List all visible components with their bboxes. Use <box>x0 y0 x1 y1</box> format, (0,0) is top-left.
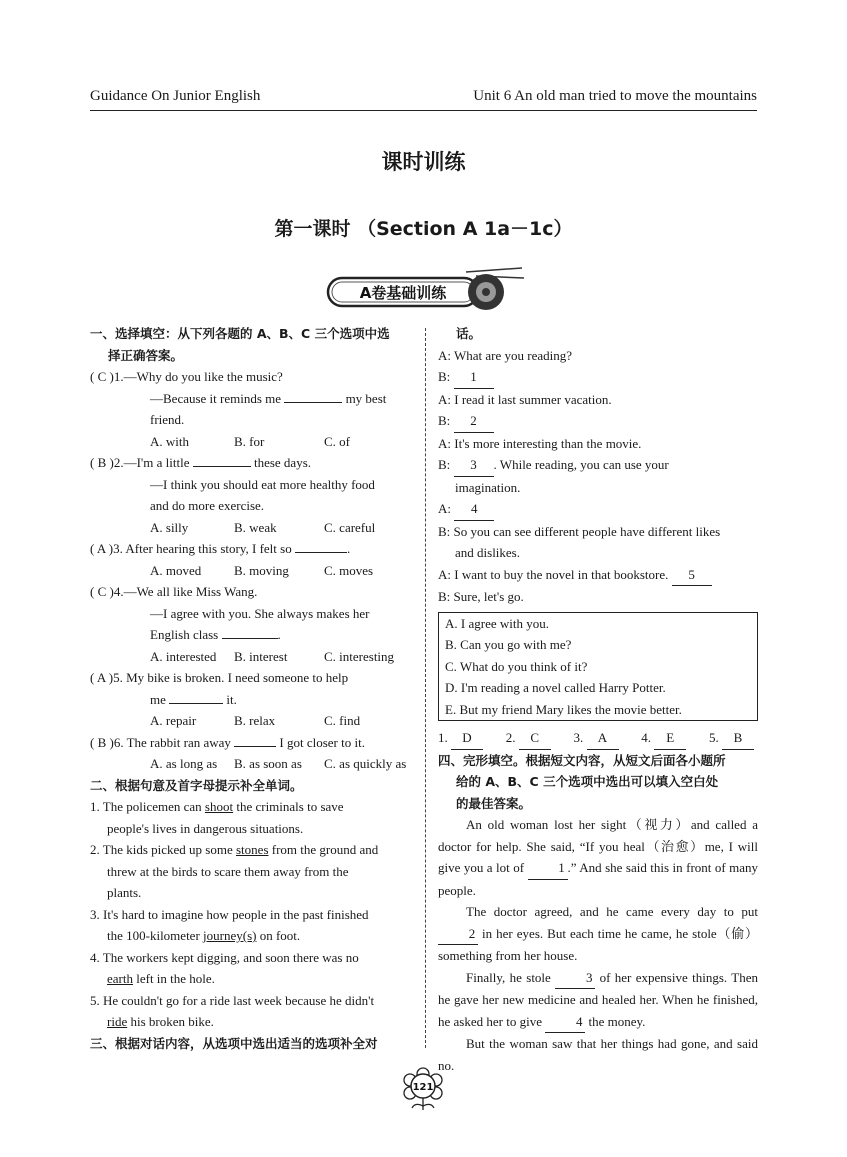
column-divider <box>425 328 426 1048</box>
p2-s4: 4. The workers kept digging, and soon there was no <box>90 949 359 965</box>
q2-line2: —I think you should eat more healthy food <box>150 476 375 492</box>
passage-paragraph: Finally, he stole 3 of her expensive things. Then he gave her new medicine and healed her. When he finished, he asked her to give 4 the money. <box>438 967 758 1034</box>
part1-heading: 一、选择填空：从下列各题的 A、B、C 三个选项中选 <box>90 326 390 341</box>
part4-heading: 四、完形填空。根据短文内容，从短文后面各小题所 <box>438 752 726 768</box>
p2-s3-cont: the 100-kilometer journey(s) on foot. <box>107 928 301 943</box>
lesson-subtitle: 第一课时 （Section A 1a－1c） <box>274 218 573 240</box>
answer-item: 1. D <box>438 727 483 750</box>
left-column <box>90 323 412 1054</box>
p2-s2-cont2: plants. <box>107 885 142 900</box>
q3-stem: ( A )3. After hearing this story, I felt so . <box>90 541 351 556</box>
part3-heading-cont: 话。 <box>456 326 482 341</box>
q1-stem: ( C )1.—Why do you like the music? <box>90 369 283 384</box>
page-title: 课时训练 <box>381 150 466 174</box>
q1-options: A. with B. for C. of <box>150 433 350 449</box>
passage-paragraph: The doctor agreed, and he came every day to put 2 in her eyes. But each time he came, he stole（偷）something from her house. <box>438 904 759 963</box>
passage-paragraph: But the woman saw that her things had gone, and said no. <box>438 1036 758 1073</box>
p2-s5-cont: ride his broken bike. <box>107 1014 214 1029</box>
dialog-line: B: 2 <box>438 410 758 433</box>
right-column <box>438 323 758 1076</box>
page-number: 121 <box>412 1082 434 1093</box>
answer-item: 3. A <box>574 727 619 750</box>
part1-heading-cont: 择正确答案。 <box>108 347 184 363</box>
dialog-line: imagination. <box>455 479 521 495</box>
q4-line2: —I agree with you. She always makes her <box>150 605 370 621</box>
p2-s3: 3. It's hard to imagine how people in the past finished <box>90 906 369 922</box>
dialog-line: A: I want to buy the novel in that bookstore. 5 <box>438 564 758 587</box>
q6-stem: ( B )6. The rabbit ran away I got closer to it. <box>90 734 365 750</box>
answer-item: 5. B <box>709 727 754 750</box>
passage-paragraph: An old woman lost her sight（视力）and called a doctor for help. She said, “If you heal（治愈）me, I will give you a lot of 1 .” And she said this in front of many people. <box>438 817 759 898</box>
dialog-line: A: What are you reading? <box>438 347 573 363</box>
q2-options: A. silly B. weak C. careful <box>150 519 376 535</box>
answer-row <box>438 727 758 750</box>
part4-heading-cont2: 的最佳答案。 <box>456 795 532 811</box>
q4-options: A. interested B. interest C. interesting <box>150 648 395 664</box>
page-header <box>90 88 757 111</box>
dialog-line: B: 1 <box>438 366 758 389</box>
banner-label: A卷基础训练 <box>359 284 447 302</box>
q3-options: A. moved B. moving C. moves <box>150 562 374 578</box>
part2-heading: 二、根据句意及首字母提示补全单词。 <box>90 777 303 793</box>
dialog-line: A: I read it last summer vacation. <box>438 391 612 407</box>
q2-line3: and do more exercise. <box>150 498 265 513</box>
options-box <box>438 612 758 722</box>
answer-item: 2. C <box>506 727 551 750</box>
part3-heading: 三、根据对话内容，从选项中选出适当的选项补全对 <box>90 1035 378 1051</box>
unit-title: Unit 6 An old man tried to move the mountains <box>473 88 757 104</box>
section-banner <box>326 266 526 316</box>
dialog-line: B: 3 . While reading, you can use your <box>438 454 758 477</box>
answer-item: 4. E <box>641 727 686 750</box>
q5-options: A. repair B. relax C. find <box>150 713 361 728</box>
part4-heading-cont: 给的 A、B、C 三个选项中选出可以填入空白处 <box>456 774 719 789</box>
q4-line3: English class . <box>150 627 281 642</box>
dialog-line: and dislikes. <box>455 545 520 560</box>
p2-s1-cont: people's lives in dangerous situations. <box>107 820 304 836</box>
book-title: Guidance On Junior English <box>90 88 261 104</box>
dialog-line: B: Sure, let's go. <box>438 589 524 604</box>
dialog-line: A: It's more interesting than the movie. <box>438 435 642 451</box>
p2-s2-cont: threw at the birds to scare them away from the <box>107 863 349 879</box>
q2-stem: ( B )2.—I'm a little these days. <box>90 455 312 470</box>
dialog-line: A: 4 <box>438 498 758 521</box>
q5-line2: me it. <box>150 691 237 707</box>
option-item: C. What do you think of it? <box>445 658 588 674</box>
p2-s2: 2. The kids picked up some stones from the ground and <box>90 842 379 857</box>
q1-line2: —Because it reminds me my best <box>150 390 387 406</box>
option-item: A. I agree with you. <box>445 615 549 631</box>
p2-s4-cont: earth left in the hole. <box>107 971 215 986</box>
option-item: B. Can you go with me? <box>445 637 572 652</box>
q4-stem: ( C )4.—We all like Miss Wang. <box>90 584 258 599</box>
page-number-badge <box>400 1066 446 1112</box>
q6-options: A. as long as B. as soon as C. as quickly as <box>150 756 407 771</box>
p2-s5: 5. He couldn't go for a ride last week because he didn't <box>90 992 375 1008</box>
q1-line3: friend. <box>150 412 185 427</box>
p2-s1: 1. The policemen can shoot the criminals to save <box>90 799 344 814</box>
q5-stem: ( A )5. My bike is broken. I need someone to help <box>90 670 349 685</box>
option-item: D. I'm reading a novel called Harry Potter. <box>445 680 666 695</box>
dialog-line: B: So you can see different people have different likes <box>438 523 721 539</box>
option-item: E. But my friend Mary likes the movie better. <box>445 701 682 717</box>
